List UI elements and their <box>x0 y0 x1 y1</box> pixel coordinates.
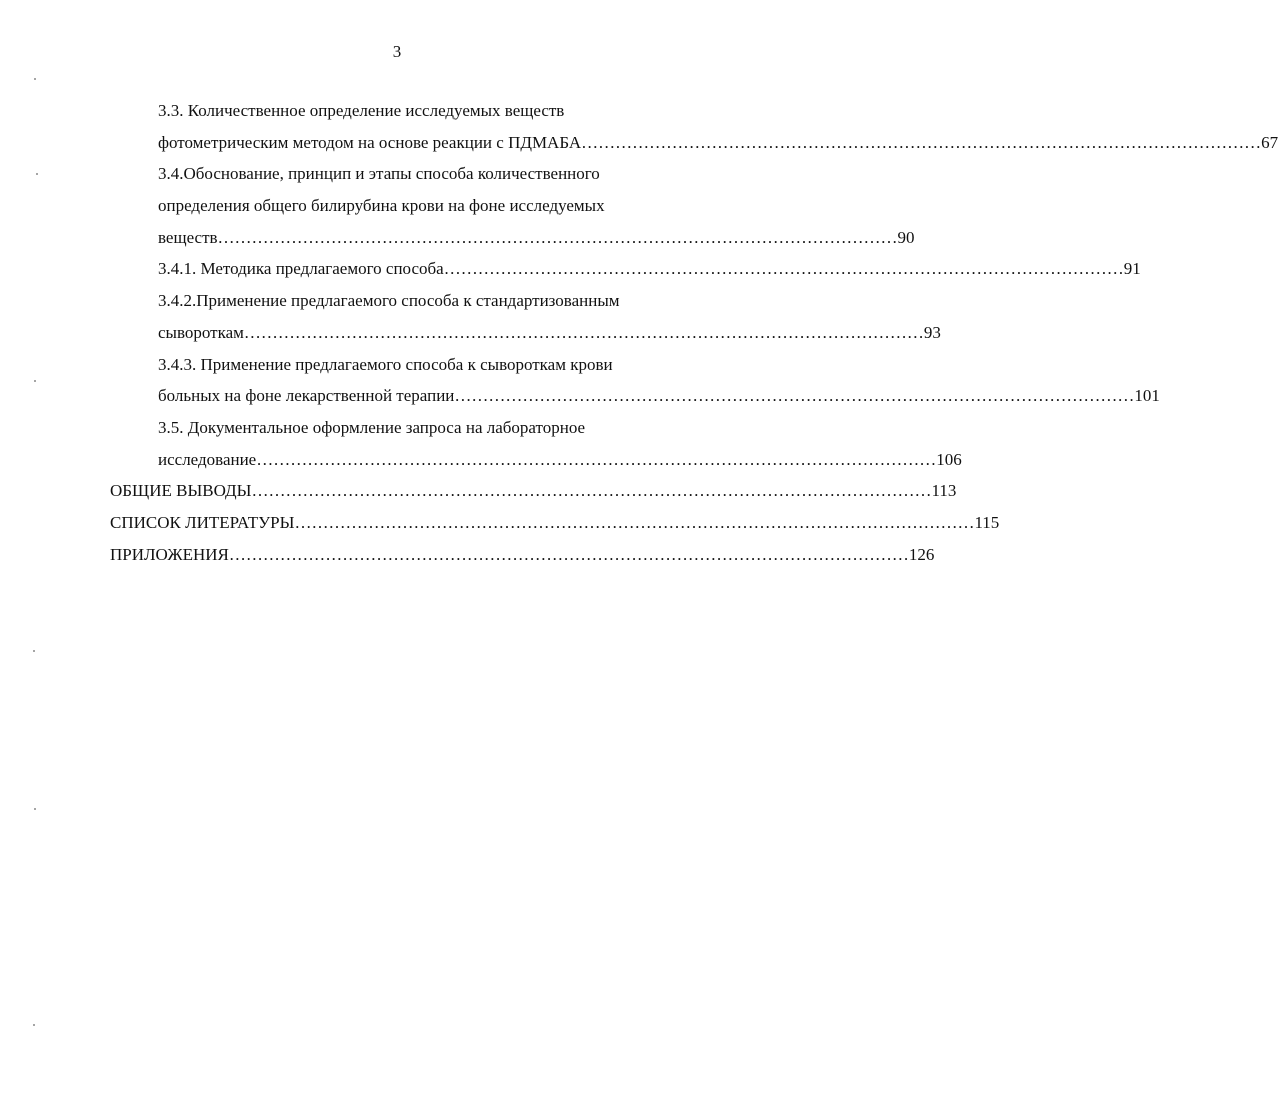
toc-entry-3-4-line-1: 3.4.Обоснование, принцип и этапы способа количественного <box>158 164 600 183</box>
toc-entry-3-3-title: фотометрическим методом на основе реакции с ПДМАБА <box>158 133 582 152</box>
toc-entry-3-4-line-2: определения общего билирубина крови на фоне исследуемых <box>158 196 605 215</box>
toc-entry-3-4 <box>158 228 915 248</box>
scan-speck <box>34 808 36 810</box>
dot-leader: ………………………………………………………………………………………………………… <box>581 133 1262 152</box>
toc-entry-3-4-1 <box>158 259 1141 279</box>
dot-leader: ………………………………………………………………………………………………………… <box>294 513 975 532</box>
toc-entry-3-4-title: веществ <box>158 228 218 247</box>
toc-entry-3-4-2-title: сывороткам <box>158 323 244 342</box>
toc-entry-conclusions-title: ОБЩИЕ ВЫВОДЫ <box>110 481 252 500</box>
toc-entry-3-5-title: исследование <box>158 450 257 469</box>
toc-entry-3-4-2-page: 93 <box>923 323 941 342</box>
toc-entry-3-4-3-title: больных на фоне лекарственной терапии <box>158 386 455 405</box>
toc-entry-3-4-2 <box>158 323 941 343</box>
toc-entry-3-4-1-page: 91 <box>1123 259 1141 278</box>
toc-entry-3-5-line-1: 3.5. Документальное оформление запроса на лабораторное <box>158 418 586 437</box>
page-number: 3 <box>392 42 402 61</box>
scan-speck <box>34 380 36 382</box>
toc-entry-3-5-page: 106 <box>936 450 962 469</box>
toc-entry-appendices-title: ПРИЛОЖЕНИЯ <box>110 545 229 564</box>
dot-leader: ………………………………………………………………………………………………………… <box>228 545 909 564</box>
toc-entry-appendices <box>110 545 935 565</box>
toc-entry-3-4-1-title: 3.4.1. Методика предлагаемого способа <box>158 259 444 278</box>
toc-entry-3-4-3 <box>158 386 1160 406</box>
toc-entry-3-4-3-page: 101 <box>1134 386 1160 405</box>
dot-leader: ………………………………………………………………………………………………………… <box>256 450 937 469</box>
toc-entry-conclusions-page: 113 <box>931 481 957 500</box>
dot-leader: ………………………………………………………………………………………………………… <box>443 259 1124 278</box>
dot-leader: ………………………………………………………………………………………………………… <box>217 228 898 247</box>
toc-entry-3-4-3-line-1: 3.4.3. Применение предлагаемого способа к сывороткам крови <box>158 355 613 374</box>
toc-entry-3-3-line-1: 3.3. Количественное определение исследуемых веществ <box>158 101 565 120</box>
toc-entry-references-page: 115 <box>974 513 1000 532</box>
toc-entry-references-title: СПИСОК ЛИТЕРАТУРЫ <box>110 513 295 532</box>
scan-speck <box>36 173 38 175</box>
toc-entry-conclusions <box>110 481 957 501</box>
scan-speck <box>33 1024 35 1026</box>
toc-entry-references <box>110 513 1000 533</box>
toc-entry-appendices-page: 126 <box>908 545 935 564</box>
dot-leader: ………………………………………………………………………………………………………… <box>243 323 924 342</box>
toc-entry-3-5 <box>158 450 962 470</box>
toc-entry-3-4-2-line-1: 3.4.2.Применение предлагаемого способа к стандартизованным <box>158 291 620 310</box>
toc-entry-3-3 <box>158 133 1278 153</box>
scan-speck <box>34 78 36 80</box>
scan-speck <box>33 650 35 652</box>
toc-entry-3-3-page: 67 <box>1261 133 1278 152</box>
toc-entry-3-4-page: 90 <box>897 228 915 247</box>
dot-leader: ………………………………………………………………………………………………………… <box>454 386 1135 405</box>
dot-leader: ………………………………………………………………………………………………………… <box>251 481 932 500</box>
